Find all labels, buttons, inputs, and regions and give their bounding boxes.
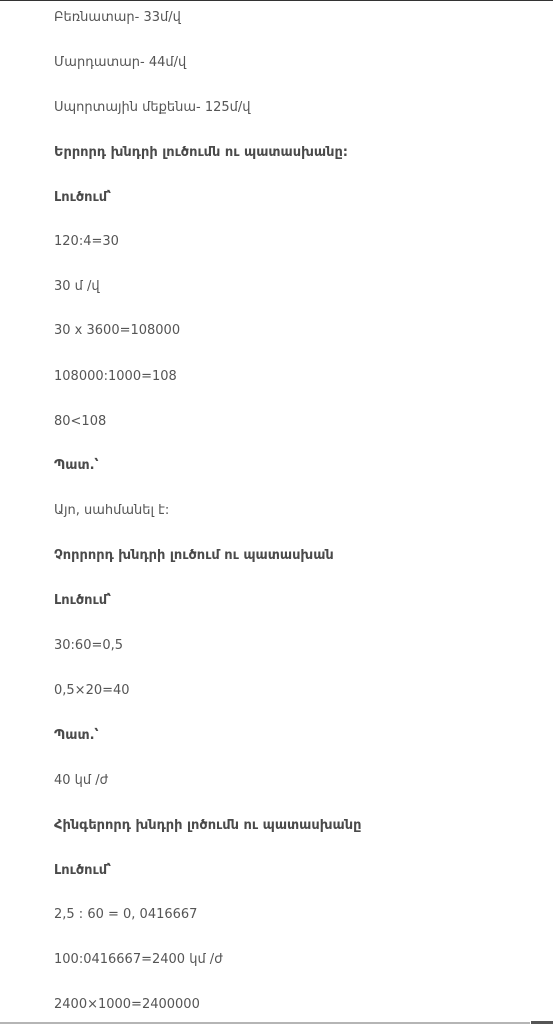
solution-label: Լուծում՝ — [54, 863, 112, 878]
solution-label: Լուծում՝ — [54, 190, 112, 205]
text-line: Սպորտային մեքենա- 125մ/վ — [54, 100, 251, 115]
text-line: 120:4=30 — [54, 234, 119, 249]
text-line: 2,5 : 60 = 0, 0416667 — [54, 907, 198, 922]
text-line: Այո, սահմանել է: — [54, 503, 170, 518]
text-line: 108000:1000=108 — [54, 369, 177, 384]
text-line: Մարդատար- 44մ/վ — [54, 55, 187, 70]
section-heading: Չորրորդ խնդրի լուծում ու պատասխան — [54, 548, 334, 563]
text-line: 80<108 — [54, 414, 107, 429]
text-line: 100:0416667=2400 կմ /ժ — [54, 952, 223, 967]
top-divider — [0, 0, 553, 1]
section-heading: Հինգերորդ խնդրի լոծումն ու պատասխանը — [54, 818, 362, 833]
text-line: 2400×1000=2400000 — [54, 997, 200, 1012]
text-line: Բեռնատար- 33մ/վ — [54, 10, 181, 25]
text-line: 30:60=0,5 — [54, 638, 124, 653]
text-line: 40 կմ /ժ — [54, 773, 109, 788]
text-line: 30 մ /վ — [54, 279, 100, 294]
text-line: 30 x 3600=108000 — [54, 323, 181, 338]
solution-label: Լուծում՝ — [54, 593, 112, 608]
section-heading: Երրորդ խնդրի լուծումն ու պատասխանը: — [54, 145, 348, 160]
answer-label: Պատ.՝ — [54, 728, 99, 743]
text-line: 0,5×20=40 — [54, 683, 130, 698]
answer-label: Պատ.՝ — [54, 458, 99, 473]
